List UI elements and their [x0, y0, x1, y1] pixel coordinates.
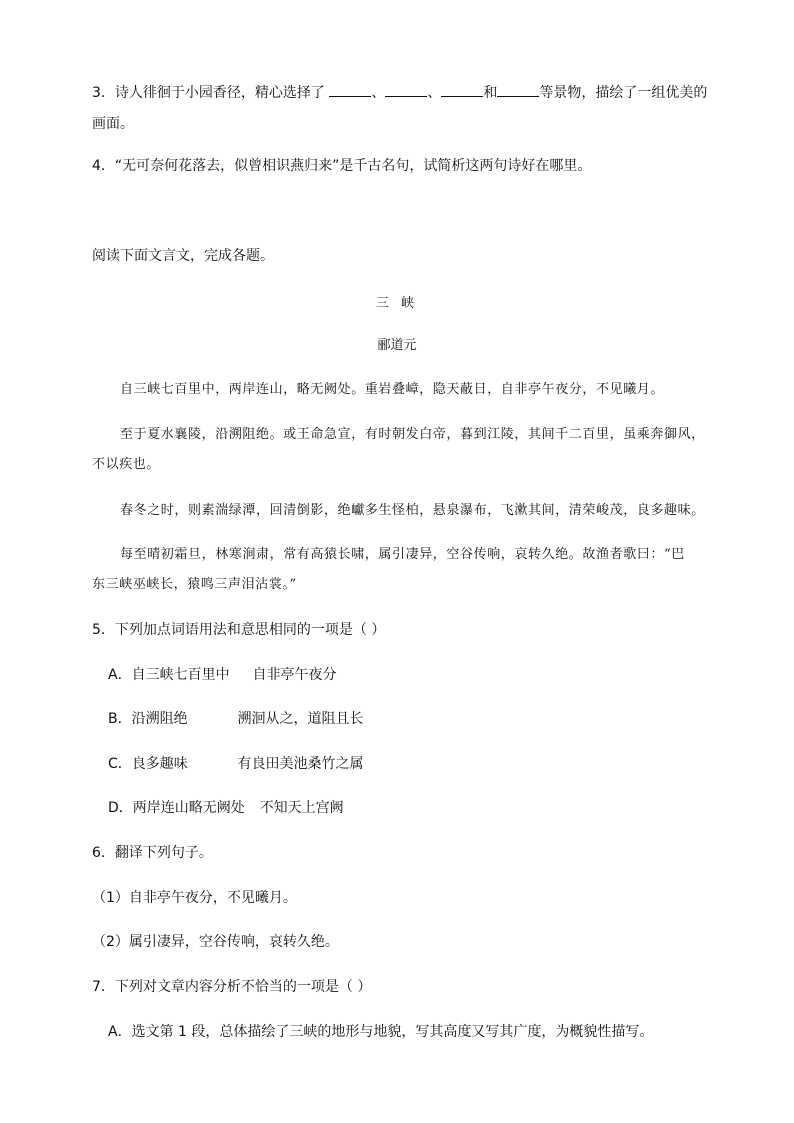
blank-separator-2: 、: [427, 85, 442, 101]
option-a-pair: 自非亭午夜分: [252, 667, 337, 683]
question-3-line-2: 画面。: [92, 116, 134, 132]
passage-paragraph-2-line-1: 至于夏水襄陵，沿溯阻绝。或王命急宣，有时朝发白帝，暮到江陵，其间千二百里，虽乘奔御风，: [120, 427, 705, 442]
blank-separator-3: 和: [483, 85, 498, 101]
passage-paragraph-4-line-2: 东三峡巫峡长，猿鸣三声泪沾裳。”: [92, 577, 297, 592]
answer-blank-1[interactable]: [329, 82, 371, 97]
passage-author: 郦道元: [377, 338, 417, 353]
question-6-item-1: （1）自非亭午夜分，不见曦月。: [92, 890, 297, 906]
passage-paragraph-1: 自三峡七百里中，两岸连山，略无阙处。重岩叠嶂，隐天蔽日，自非亭午夜分，不见曦月。: [120, 382, 665, 397]
question-5-stem: 5．下列加点词语用法和意思相同的一项是（ ）: [92, 622, 386, 638]
option-b-pair: 溯洄从之，道阻且长: [237, 711, 364, 727]
option-d-label: D．两岸连山略无阙处: [108, 800, 245, 816]
option-c-label: C．良多趣味: [108, 756, 188, 772]
question-4-text: 4．“无可奈何花落去，似曾相识燕归来”是千古名句，试简析这两句诗好在哪里。: [92, 158, 592, 174]
question-5-option-c[interactable]: [108, 754, 363, 774]
question-5-option-b[interactable]: [108, 709, 363, 729]
option-c-pair: 有良田美池桑竹之属: [237, 756, 364, 772]
option-b-label: B．沿溯阻绝: [108, 711, 188, 727]
question-5-option-a[interactable]: [108, 665, 336, 685]
passage-paragraph-3: 春冬之时，则素湍绿潭，回清倒影，绝巘多生怪柏，悬泉瀑布，飞漱其间，清荣峻茂，良多趣味。: [120, 503, 705, 518]
question-7-stem: 7．下列对文章内容分析不恰当的一项是（ ）: [92, 979, 372, 995]
question-5-option-d[interactable]: [108, 798, 344, 818]
question-6-item-2: （2）属引凄异，空谷传响，哀转久绝。: [92, 934, 339, 950]
passage-title: 三 峡: [375, 296, 419, 311]
question-6-stem: 6．翻译下列句子。: [92, 845, 213, 861]
question-7-option-a[interactable]: A．选文第 1 段，总体描绘了三峡的地形与地貌，写其高度又写其广度，为概貌性描写。: [108, 1024, 654, 1040]
reading-instruction: 阅读下面文言文，完成各题。: [92, 248, 274, 264]
answer-blank-3[interactable]: [441, 82, 483, 97]
passage-paragraph-4-line-1: 每至晴初霜旦，林寒涧肃，常有高猿长啸，属引凄异，空谷传响，哀转久绝。故渔者歌曰：“巴: [120, 547, 685, 562]
question-3-prefix: 3．诗人徘徊于小园香径，精心选择了: [92, 85, 330, 101]
passage-paragraph-2-line-2: 不以疾也。: [92, 457, 161, 472]
option-d-pair: 不知天上宫阙: [259, 800, 344, 816]
answer-blank-2[interactable]: [385, 82, 427, 97]
question-3-line-1: [92, 82, 707, 103]
question-3-suffix: 等景物，描绘了一组优美的: [539, 85, 708, 101]
blank-separator-1: 、: [371, 85, 386, 101]
answer-blank-4[interactable]: [497, 82, 539, 97]
option-a-label: A．自三峡七百里中: [108, 667, 230, 683]
